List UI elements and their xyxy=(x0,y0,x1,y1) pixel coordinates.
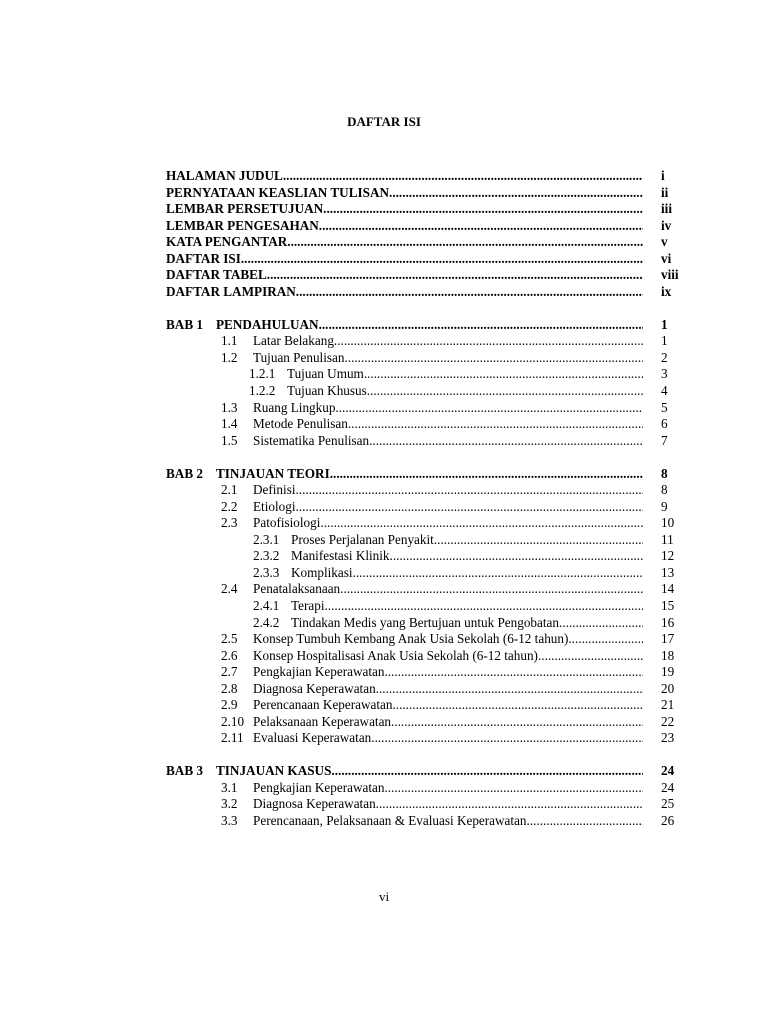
toc-entry-number: 1.2 xyxy=(221,349,238,365)
toc-entry-label: Perencanaan, Pelaksanaan & Evaluasi Keperawatan xyxy=(253,813,527,828)
toc-entry-number: BAB 2 xyxy=(166,465,204,481)
toc-entry xyxy=(221,795,643,812)
toc-entry-label: PENDAHULUAN xyxy=(216,316,319,332)
toc-entry-page: ix xyxy=(661,283,672,299)
toc-entry-page: ii xyxy=(661,184,669,200)
toc-entry xyxy=(253,547,643,564)
toc-entry-number: 2.4.2 xyxy=(253,614,280,630)
toc-row xyxy=(0,696,768,713)
toc-entry-page: 16 xyxy=(661,614,675,630)
toc-entry-label: KATA PENGANTAR xyxy=(166,234,288,250)
toc-entry-label: Konsep Hospitalisasi Anak Usia Sekolah (6-12 tahun) xyxy=(253,647,538,663)
toc-row xyxy=(0,564,768,581)
toc-row xyxy=(0,399,768,416)
toc-entry xyxy=(221,663,643,680)
toc-entry-page: iv xyxy=(661,217,672,233)
toc-row xyxy=(0,547,768,564)
toc-entry-page: iii xyxy=(661,201,672,217)
toc-entry xyxy=(221,647,643,664)
toc-entry-label: Perencanaan Keperawatan xyxy=(253,697,393,713)
toc-row xyxy=(0,762,768,779)
toc-entry-page: 13 xyxy=(661,564,675,580)
toc-entry-page: 8 xyxy=(661,465,668,481)
toc-entry-page: 1 xyxy=(661,333,668,349)
toc-entry-page: 26 xyxy=(661,813,675,828)
toc-entry-number: 3.1 xyxy=(221,779,238,795)
toc-entry-page: 18 xyxy=(661,647,675,663)
toc-row xyxy=(0,514,768,531)
toc-entry xyxy=(221,481,643,498)
toc-entry-page: 8 xyxy=(661,482,668,498)
toc-entry xyxy=(166,184,643,201)
toc-entry-number: 2.3.2 xyxy=(253,548,280,564)
toc-entry xyxy=(166,283,643,300)
toc-entry xyxy=(253,614,643,631)
toc-row xyxy=(0,647,768,664)
toc-entry-page: 10 xyxy=(661,515,675,531)
toc-entry-number: 1.3 xyxy=(221,399,238,415)
toc-entry-label: Komplikasi xyxy=(291,564,353,580)
toc-row xyxy=(0,415,768,432)
toc-entry xyxy=(221,514,643,531)
toc-entry xyxy=(249,365,643,382)
toc-entry-page: 2 xyxy=(661,349,668,365)
toc-entry-number: 2.2 xyxy=(221,498,238,514)
toc-entry xyxy=(253,531,643,548)
toc-entry-number: 1.2.1 xyxy=(249,366,276,382)
toc-row xyxy=(0,332,768,349)
toc-entry-page: 17 xyxy=(661,631,675,647)
toc-entry-label: Ruang Lingkup xyxy=(253,399,336,415)
toc-entry xyxy=(221,332,643,349)
toc-row xyxy=(0,713,768,730)
toc-entry xyxy=(221,415,643,432)
toc-row xyxy=(0,200,768,217)
toc-entry-number: 1.4 xyxy=(221,416,238,432)
toc-entry-number: 2.8 xyxy=(221,680,238,696)
toc-entry-number: 3.2 xyxy=(221,796,238,812)
toc-entry xyxy=(249,382,643,399)
toc-entry-number: 2.3.3 xyxy=(253,564,280,580)
toc-entry-label: Metode Penulisan xyxy=(253,416,348,432)
toc-entry-page: 24 xyxy=(661,763,675,779)
toc-entry-label: Proses Perjalanan Penyakit xyxy=(291,531,434,547)
toc-entry-page: 14 xyxy=(661,581,675,597)
toc-entry-number: 1.5 xyxy=(221,432,238,448)
toc-entry-page: 1 xyxy=(661,316,668,332)
toc-row xyxy=(0,481,768,498)
toc-entry-number: 2.4 xyxy=(221,581,238,597)
toc-row xyxy=(0,250,768,267)
toc-entry-page: 23 xyxy=(661,730,675,746)
toc-entry-number: BAB 3 xyxy=(166,763,204,779)
toc-row xyxy=(0,266,768,283)
toc-entry-number: 3.3 xyxy=(221,813,238,828)
toc-entry-label: Sistematika Penulisan xyxy=(253,432,370,448)
toc-row xyxy=(0,233,768,250)
toc-row xyxy=(0,614,768,631)
toc-entry-page: 5 xyxy=(661,399,668,415)
toc-entry xyxy=(253,564,643,581)
toc-entry-label: Tujuan Khusus xyxy=(287,383,367,398)
toc-entry xyxy=(166,167,643,184)
toc-entry xyxy=(166,266,643,283)
toc-entry-number: 2.6 xyxy=(221,647,238,663)
toc-entry xyxy=(221,713,643,730)
toc-row xyxy=(0,365,768,382)
toc-row xyxy=(0,630,768,647)
toc-entry-label: Pengkajian Keperawatan xyxy=(253,664,385,680)
toc-entry-page: 3 xyxy=(661,366,668,382)
toc-entry-page: 7 xyxy=(661,432,668,448)
toc-entry-label: LEMBAR PENGESAHAN xyxy=(166,217,319,233)
toc-entry xyxy=(166,465,643,482)
toc-entry xyxy=(221,399,643,416)
toc-entry-label: Terapi xyxy=(291,598,325,613)
toc-row xyxy=(0,779,768,796)
toc-row xyxy=(0,283,768,300)
toc-entry-page: 22 xyxy=(661,713,675,729)
toc-entry xyxy=(221,630,643,647)
toc-entry-number: 2.5 xyxy=(221,631,238,647)
toc-entry-page: 21 xyxy=(661,697,675,713)
toc-entry xyxy=(221,580,643,597)
toc-row xyxy=(0,432,768,449)
toc-row xyxy=(0,663,768,680)
toc-entry-number: 2.7 xyxy=(221,664,238,680)
toc-entry xyxy=(221,812,643,829)
toc-row xyxy=(0,531,768,548)
toc-entry-label: Pengkajian Keperawatan xyxy=(253,779,385,795)
toc-entry-label: TINJAUAN TEORI xyxy=(216,465,330,481)
toc-entry-label: DAFTAR LAMPIRAN xyxy=(166,283,296,299)
toc-entry-label: Latar Belakang xyxy=(253,333,334,349)
toc-entry-label: DAFTAR TABEL xyxy=(166,267,267,283)
toc-row xyxy=(0,465,768,482)
toc-entry-number: BAB 1 xyxy=(166,316,204,332)
toc-entry xyxy=(221,696,643,713)
toc-entry-number: 1.1 xyxy=(221,333,238,349)
toc-row xyxy=(0,498,768,515)
toc-entry-page: 19 xyxy=(661,664,675,680)
toc-entry-label: Diagnosa Keperawatan xyxy=(253,680,376,696)
toc-entry xyxy=(166,217,643,234)
page-number: vi xyxy=(378,889,390,904)
toc-entry-page: vi xyxy=(661,250,672,266)
toc-entry-number: 2.1 xyxy=(221,482,238,498)
toc-entry xyxy=(166,316,643,333)
toc-entry-label: Tindakan Medis yang Bertujuan untuk Pengobatan xyxy=(291,614,559,630)
toc-row xyxy=(0,349,768,366)
toc-entry xyxy=(166,250,643,267)
toc-entry-label: Evaluasi Keperawatan xyxy=(253,730,372,746)
toc-row xyxy=(0,795,768,812)
toc-entry-page: 4 xyxy=(661,383,668,398)
toc-row xyxy=(0,316,768,333)
toc-entry-page: viii xyxy=(661,267,679,283)
toc-row xyxy=(0,184,768,201)
toc-entry-number: 2.11 xyxy=(221,730,244,746)
toc-entry xyxy=(166,200,643,217)
toc-entry xyxy=(221,680,643,697)
toc-entry-label: Penatalaksanaan xyxy=(253,581,341,597)
toc-entry-page: i xyxy=(661,168,665,183)
toc-entry xyxy=(221,498,643,515)
toc-row xyxy=(0,729,768,746)
toc-entry-page: 6 xyxy=(661,416,668,432)
toc-entry-page: 9 xyxy=(661,498,668,514)
toc-row xyxy=(0,580,768,597)
toc-entry xyxy=(166,233,643,250)
toc-entry-label: DAFTAR ISI xyxy=(166,250,241,266)
toc-row xyxy=(0,812,768,829)
toc-entry-number: 2.10 xyxy=(221,713,245,729)
toc-row xyxy=(0,597,768,614)
toc-row xyxy=(0,167,768,184)
toc-entry-page: 20 xyxy=(661,680,675,696)
toc-entry-label: Tujuan Penulisan xyxy=(253,349,345,365)
toc-entry-label: HALAMAN JUDUL xyxy=(166,168,283,183)
page-title: DAFTAR ISI xyxy=(347,114,421,129)
toc-entry-page: 24 xyxy=(661,779,675,795)
toc-entry xyxy=(221,432,643,449)
toc-entry xyxy=(221,729,643,746)
toc-entry-label: PERNYATAAN KEASLIAN TULISAN xyxy=(166,184,390,200)
toc-entry-page: 15 xyxy=(661,598,675,613)
toc-entry xyxy=(221,779,643,796)
toc-entry-page: 11 xyxy=(661,531,674,547)
toc-entry-page: 12 xyxy=(661,548,675,564)
toc-entry-label: Tujuan Umum xyxy=(287,366,364,382)
toc-entry-label: TINJAUAN KASUS xyxy=(216,763,332,779)
toc-entry-number: 2.3.1 xyxy=(253,531,280,547)
toc-row xyxy=(0,680,768,697)
toc-row xyxy=(0,217,768,234)
toc-entry xyxy=(221,349,643,366)
toc-entry-label: Etiologi xyxy=(253,498,296,514)
toc-entry-label: Pelaksanaan Keperawatan xyxy=(253,713,392,729)
toc-entry-number: 2.9 xyxy=(221,697,238,713)
toc-entry-number: 2.3 xyxy=(221,515,238,531)
toc-entry-number: 2.4.1 xyxy=(253,598,280,613)
toc-entry-page: v xyxy=(661,234,668,250)
toc-entry-label: LEMBAR PERSETUJUAN xyxy=(166,201,324,217)
toc-entry-page: 25 xyxy=(661,796,675,812)
toc-entry xyxy=(166,762,643,779)
toc-entry-label: Manifestasi Klinik xyxy=(291,548,390,564)
toc-entry-label: Konsep Tumbuh Kembang Anak Usia Sekolah (6-12 tahun) xyxy=(253,631,569,647)
toc-entry xyxy=(253,597,643,614)
toc-row xyxy=(0,382,768,399)
toc-entry-label: Patofisiologi xyxy=(253,515,321,531)
toc-entry-label: Definisi xyxy=(253,482,296,498)
toc-entry-number: 1.2.2 xyxy=(249,383,276,398)
toc-entry-label: Diagnosa Keperawatan xyxy=(253,796,376,812)
